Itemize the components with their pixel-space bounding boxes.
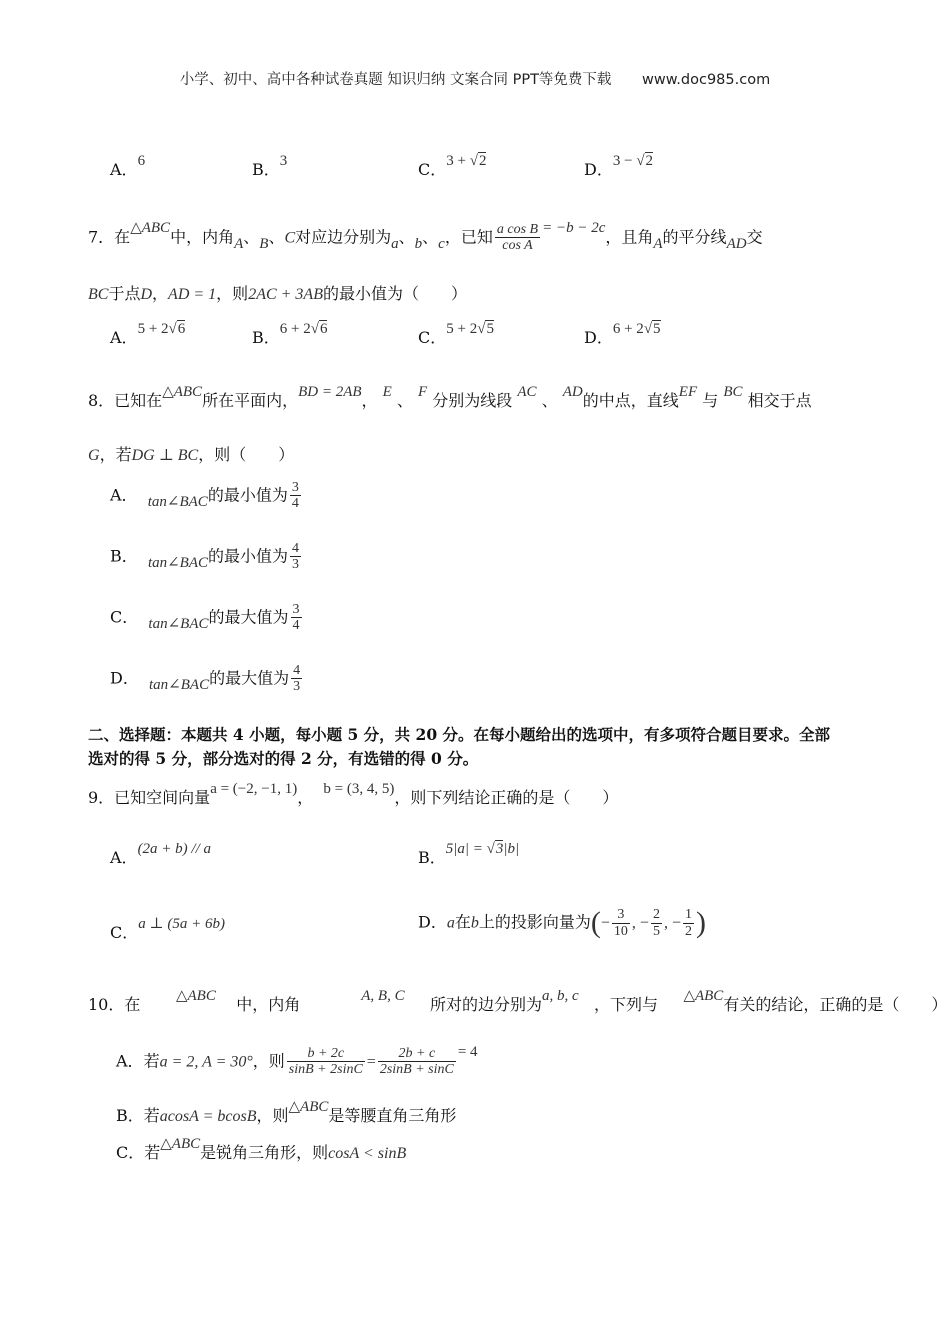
q9-option-c: C．a ⊥ (5a + 6b) (110, 916, 225, 942)
q7-stem-line1: 7．在△ABC中，内角A、B、C对应边分别为a、b、c，已知 $\frac{\text{a cos B}}{\text{cos A}}$ = −b − 2c，且角A的平分线AD交 (88, 220, 763, 254)
q8-option-c: C． tan∠BAC的最大值为 $\frac{3}{4}$ (110, 602, 300, 634)
q9-stem: 9．已知空间向量a = (−2, −1, 1)， b = (3, 4, 5)，则下列结论正确的是（ ） (88, 781, 619, 807)
q6-option-a: A．6 (110, 153, 146, 179)
q6-option-d: D．3 − √2 (584, 153, 654, 179)
q10-option-c: C．若△ABC是锐角三角形，则cosA < sinB (116, 1136, 407, 1162)
section2-heading-line1: 二、选择题：本题共 4 小题，每小题 5 分，共 20 分。在每小题给出的选项中，有多项符合题目要求。全部 (88, 725, 831, 744)
q6-option-c: C．3 + √2 (418, 153, 487, 179)
q8-option-b: B． tan∠BAC的最小值为 $\frac{4}{3}$ (110, 541, 300, 573)
q10-stem: 10．在 △ABC 中，内角 A, B, C 所对的边分别为a, b, c ，下列与 △ABC有关的结论，正确的是（ ） (88, 988, 948, 1014)
q9-option-d: D．a在b上的投影向量为(− $\frac{3}{10}$ , − $\frac{2}{5}$ , − $\frac{1}{2}$ ) (418, 906, 706, 939)
q9-option-b: B．5|a| = √3|b| (418, 841, 520, 867)
q8-option-d: D． tan∠BAC的最大值为 $\frac{4}{3}$ (110, 663, 301, 695)
q7-option-c: C．5 + 2√5 (418, 321, 494, 347)
q7-option-b: B．6 + 2√6 (252, 321, 328, 347)
q6-option-b: B．3 (252, 153, 288, 179)
section2-heading-line2: 选对的得 5 分，部分选对的得 2 分，有选错的得 0 分。 (88, 749, 479, 768)
header-title: 小学、初中、高中各种试卷真题 知识归纳 文案合同 PPT等免费下载 (179, 72, 612, 88)
q7-fraction: $\frac{\text{a cos B}}{\text{cos A}}$ (496, 222, 539, 254)
q8-stem-line2: G，若DG ⊥ BC，则（ ） (88, 445, 295, 464)
page-header (0, 68, 950, 89)
header-site: www.doc985.com (642, 72, 771, 88)
q7-option-d: D．6 + 2√5 (584, 321, 661, 347)
q10-option-a: A．若a = 2, A = 30°，则 $\frac{b + 2c}{\sin B + 2\sin C}$ = $\frac{2b + c}{2\sin B + \sin C}$ = 4 (116, 1044, 478, 1078)
q9-option-a: A．(2a + b) // a (110, 841, 212, 867)
q7-stem-line2: BC于点D，AD = 1，则2AC + 3AB的最小值为（ ） (88, 284, 467, 303)
q8-stem-line1: 8．已知在△ABC所在平面内，BD = 2AB， E 、 F 分别为线段 AC 、 AD的中点，直线EF 与 BC 相交于点 (88, 384, 812, 410)
q8-option-a: A． tan∠BAC的最小值为 $\frac{3}{4}$ (110, 480, 299, 512)
q10-option-b: B．若acosA = bcosB，则△ABC是等腰直角三角形 (116, 1099, 457, 1125)
q7-option-a: A．5 + 2√6 (110, 321, 186, 347)
